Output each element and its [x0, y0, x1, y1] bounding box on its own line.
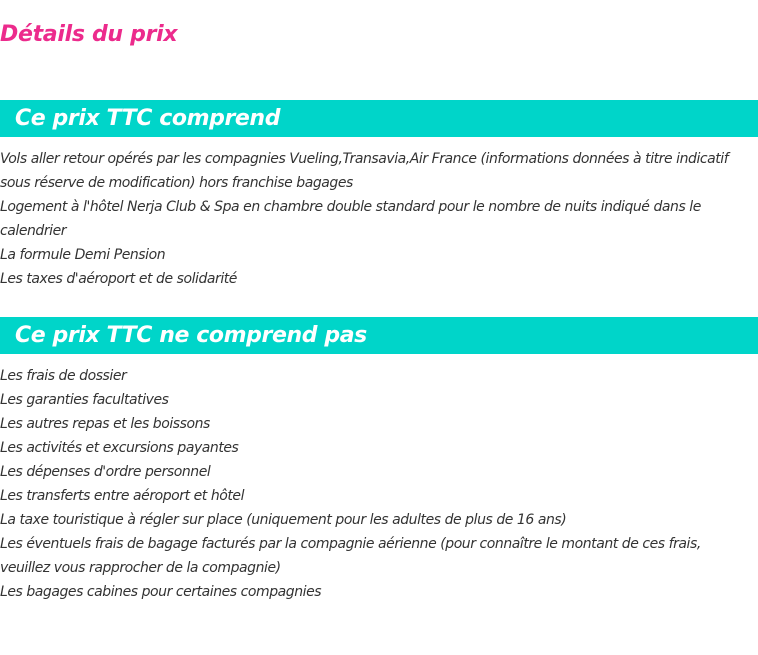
list-item: Les taxes d'aéroport et de solidarité	[0, 271, 237, 287]
list-item: Vols aller retour opérés par les compagnies Vueling,Transavia,Air France (informations données à titre indicatif sous réserve de modification) hors franchise bagages	[0, 151, 729, 191]
included-section	[0, 100, 758, 291]
list-item: Les frais de dossier	[0, 368, 127, 384]
excluded-heading: Ce prix TTC ne comprend pas	[0, 317, 758, 354]
page-title: Détails du prix	[0, 22, 178, 47]
list-item: Les transferts entre aéroport et hôtel	[0, 488, 245, 504]
list-item: Les garanties facultatives	[0, 392, 169, 408]
list-item: La formule Demi Pension	[0, 247, 166, 263]
included-heading: Ce prix TTC comprend	[0, 100, 758, 137]
list-item: Les dépenses d'ordre personnel	[0, 464, 211, 480]
excluded-list	[0, 354, 758, 604]
excluded-section	[0, 317, 758, 604]
list-item: Les bagages cabines pour certaines compagnies	[0, 584, 322, 600]
list-item: La taxe touristique à régler sur place (uniquement pour les adultes de plus de 16 ans)	[0, 512, 567, 528]
list-item: Logement à l'hôtel Nerja Club & Spa en chambre double standard pour le nombre de nuits indiqué dans le calendrier	[0, 199, 701, 239]
list-item: Les activités et excursions payantes	[0, 440, 239, 456]
list-item: Les autres repas et les boissons	[0, 416, 210, 432]
included-list	[0, 137, 758, 291]
list-item: Les éventuels frais de bagage facturés par la compagnie aérienne (pour connaître le montant de ces frais, veuillez vous rapprocher de la compagnie)	[0, 536, 701, 576]
